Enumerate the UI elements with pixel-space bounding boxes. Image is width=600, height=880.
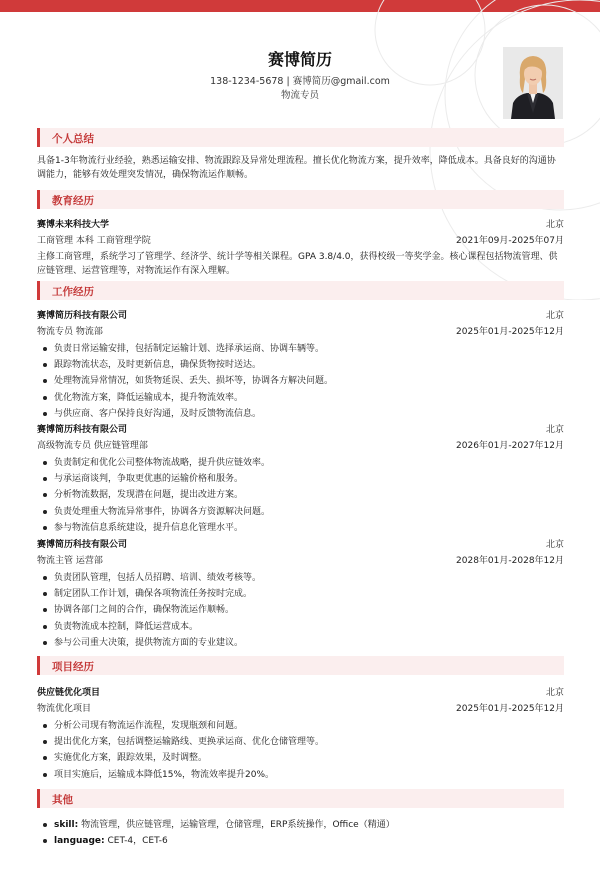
job-location: 北京 [545, 540, 564, 550]
section-project-title: 项目经历 [52, 661, 94, 673]
school-location: 北京 [545, 220, 564, 230]
project-location: 北京 [545, 688, 564, 698]
job-company: 赛博简历科技有限公司 [37, 540, 128, 550]
job-position: 物流专员 物流部 [37, 327, 103, 337]
section-work-header [37, 281, 564, 300]
section-work-title: 工作经历 [52, 286, 94, 298]
project-detail-item: 提出优化方案，包括调整运输路线、更换承运商、优化仓储管理等。 [43, 734, 563, 750]
job-duty-item: 分析物流数据，发现潜在问题，提出改进方案。 [43, 487, 563, 503]
project-role-row [37, 702, 564, 716]
job-duty-item: 负责物流成本控制，降低运营成本。 [43, 619, 563, 635]
language-label: language: [54, 836, 105, 847]
education-degree-row [37, 234, 564, 248]
job-duty-item: 参与公司重大决策，提供物流方面的专业建议。 [43, 635, 563, 651]
project-detail-item: 项目实施后，运输成本降低15%，物流效率提升20%。 [43, 767, 563, 783]
job-duty-item: 负责团队管理，包括人员招聘、培训、绩效考核等。 [43, 570, 563, 586]
project-detail-item: 分析公司现有物流运作流程，发现瓶颈和问题。 [43, 718, 563, 734]
section-summary-header [37, 128, 564, 147]
job-position: 高级物流专员 供应链管理部 [37, 441, 148, 451]
target-role: 物流专员 [280, 90, 319, 101]
job-location: 北京 [545, 425, 564, 435]
job-duty-item: 参与物流信息系统建设，提升信息化管理水平。 [43, 520, 563, 536]
education-school-row [37, 218, 564, 232]
skill-label: skill: [54, 820, 79, 830]
section-summary-title: 个人总结 [52, 133, 94, 145]
job-duty-item: 与承运商谈判，争取更优惠的运输价格和服务。 [43, 471, 563, 487]
job-company: 赛博简历科技有限公司 [37, 311, 128, 321]
section-other-title: 其他 [52, 794, 73, 806]
job-duties-list [43, 570, 563, 651]
school-name: 赛博未来科技大学 [37, 220, 110, 230]
section-other-header [37, 789, 564, 808]
job-duties-list [43, 455, 563, 536]
education-description: 主修工商管理，系统学习了管理学、经济学、统计学等相关课程。GPA 3.8/4.0，获得校级一等奖学金。核心课程包括物流管理、供应链管理、运营管理等，对物流运作有深入理解。 [37, 252, 558, 276]
project-dates: 2025年01月-2025年12月 [456, 704, 564, 714]
job-position: 物流主管 运营部 [37, 556, 103, 566]
job-duty-item: 负责日常运输安排，包括制定运输计划、选择承运商、协调车辆等。 [43, 341, 563, 357]
profile-photo [503, 47, 563, 119]
job-company: 赛博简历科技有限公司 [37, 425, 128, 435]
job-duty-item: 优化物流方案，降低运输成本，提升物流效率。 [43, 390, 563, 406]
candidate-name: 赛博简历 [267, 50, 332, 69]
education-dates: 2021年09月-2025年07月 [456, 236, 564, 246]
job-company-row [37, 423, 564, 437]
job-position-row [37, 439, 564, 453]
job-duties-list [43, 341, 563, 422]
job-duty-item: 负责处理重大物流异常事件，协调各方资源解决问题。 [43, 504, 563, 520]
job-dates: 2028年01月-2028年12月 [456, 556, 564, 566]
job-location: 北京 [545, 311, 564, 321]
degree-info: 工商管理 本科 工商管理学院 [37, 236, 151, 246]
job-position-row [37, 554, 564, 568]
job-duty-item: 处理物流异常情况，如货物延误、丢失、损坏等，协调各方解决问题。 [43, 373, 563, 389]
job-duty-item: 跟踪物流状态，及时更新信息，确保货物按时送达。 [43, 357, 563, 373]
project-role: 物流优化项目 [37, 704, 92, 714]
job-duty-item: 与供应商、客户保持良好沟通，及时反馈物流信息。 [43, 406, 563, 422]
skill-item [43, 817, 563, 833]
job-duty-item: 负责制定和优化公司整体物流战略，提升供应链效率。 [43, 455, 563, 471]
section-education-header [37, 190, 564, 209]
top-accent-bar [0, 0, 600, 12]
language-value: CET-4，CET-6 [107, 836, 168, 847]
job-duty-item: 协调各部门之间的合作，确保物流运作顺畅。 [43, 602, 563, 618]
job-dates: 2025年01月-2025年12月 [456, 327, 564, 337]
job-dates: 2026年01月-2027年12月 [456, 441, 564, 451]
summary-text: 具备1-3年物流行业经验，熟悉运输安排、物流跟踪及异常处理流程。擅长优化物流方案，提升效率，降低成本。具备良好的沟通协调能力，能够有效处理突发情况，确保物流运作顺畅。 [37, 156, 556, 180]
job-company-row [37, 309, 564, 323]
contact-info: 138-1234-5678 | 赛博简历@gmail.com [210, 76, 390, 87]
skill-value: 物流管理，供应链管理，运输管理，仓储管理，ERP系统操作，Office（精通） [81, 820, 395, 830]
section-project-header [37, 656, 564, 675]
language-item [43, 833, 563, 849]
project-name-row [37, 686, 564, 700]
job-company-row [37, 538, 564, 552]
project-detail-item: 实施优化方案，跟踪效果，及时调整。 [43, 750, 563, 766]
section-education-title: 教育经历 [52, 195, 94, 207]
other-list [43, 817, 563, 849]
project-name: 供应链优化项目 [37, 688, 101, 698]
job-position-row [37, 325, 564, 339]
job-duty-item: 制定团队工作计划，确保各项物流任务按时完成。 [43, 586, 563, 602]
project-details-list [43, 718, 563, 783]
